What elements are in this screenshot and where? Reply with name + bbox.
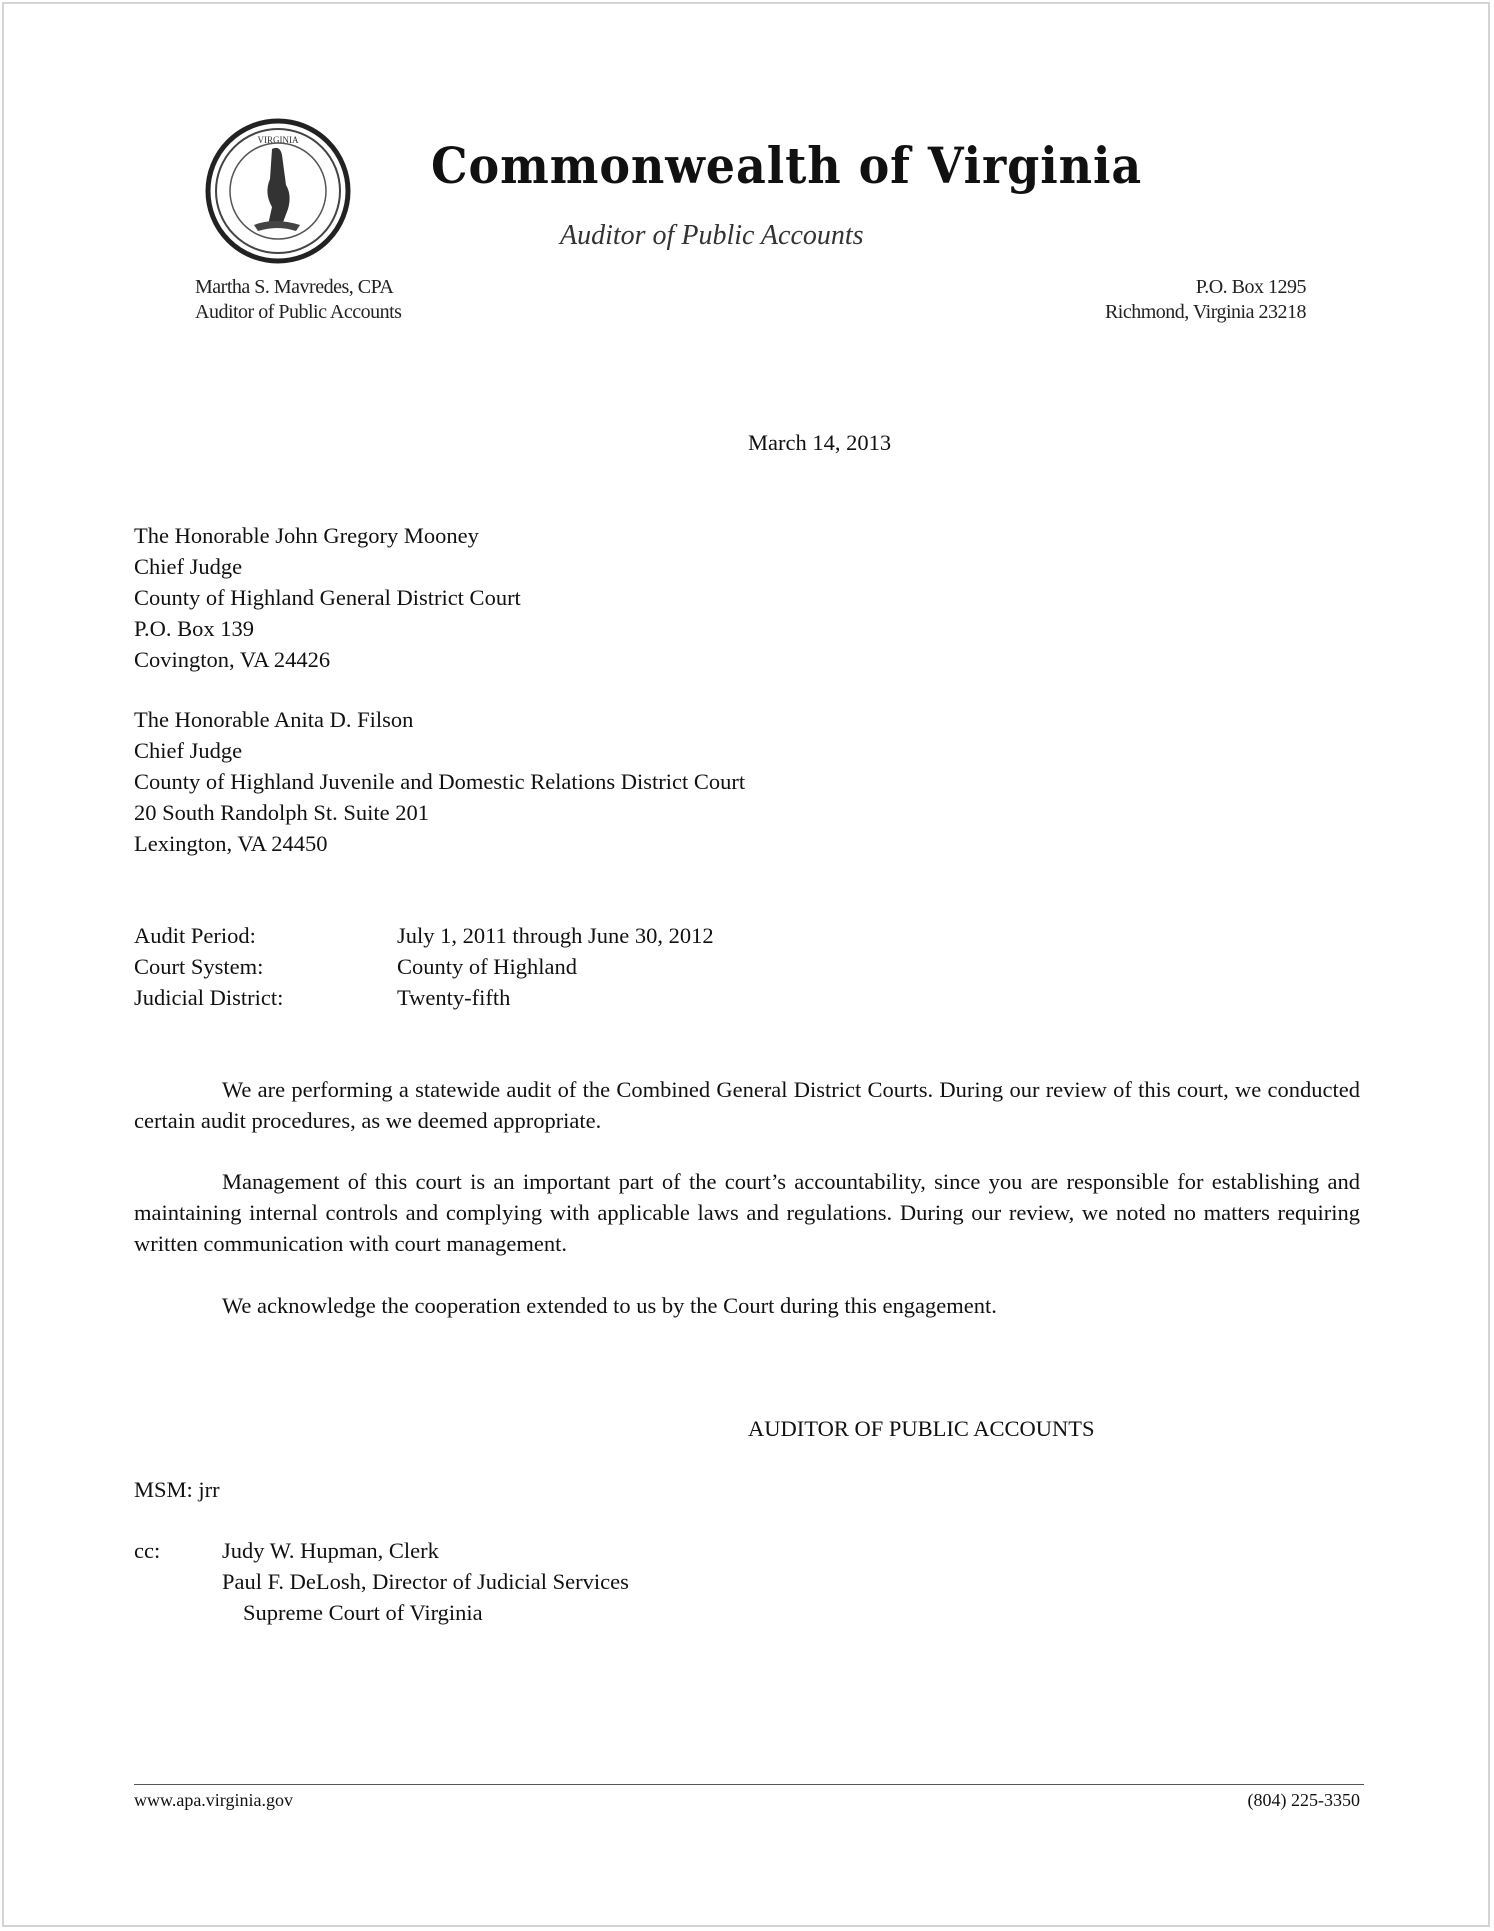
letterhead-title: Commonwealth of Virginia [431, 136, 1143, 195]
audit-period-label: Audit Period: [134, 923, 256, 948]
auditor-name: Martha S. Mavredes, CPA [195, 276, 394, 298]
cc-label: cc: [134, 1538, 161, 1563]
paragraph-text: We are performing a statewide audit of the Combined General District Courts. During our review of this court, we conducted certain audit procedures, as we deemed appropriate. [134, 1077, 1360, 1133]
court-system-value: County of Highland [397, 954, 577, 979]
court-system-label: Court System: [134, 954, 264, 979]
audit-info-values [397, 920, 714, 1013]
letter-date: March 14, 2013 [748, 430, 892, 455]
footer-website: www.apa.virginia.gov [134, 1790, 293, 1810]
virginia-seal-logo [204, 117, 352, 265]
address-line: Lexington, VA 24450 [134, 831, 328, 856]
cc-line: Supreme Court of Virginia [243, 1600, 483, 1625]
initials: MSM: jrr [134, 1477, 220, 1502]
office-address-block [1105, 275, 1306, 325]
address-line: County of Highland General District Court [134, 585, 521, 610]
address-line: County of Highland Juvenile and Domestic Relations District Court [134, 769, 746, 794]
paragraph-text: Management of this court is an important part of the court’s accountability, since you are responsible for establishing and maintaining internal controls and complying with applicable laws and regulations. During our review, we noted no matters requiring written communication with court management. [134, 1169, 1360, 1256]
paragraph-text: We acknowledge the cooperation extended to us by the Court during this engagement. [222, 1293, 997, 1318]
audit-info-labels [134, 920, 283, 1013]
judicial-district-label: Judicial District: [134, 985, 284, 1010]
address-line: Covington, VA 24426 [134, 647, 331, 672]
recipient-address-2 [134, 704, 745, 859]
auditor-name-block [195, 275, 401, 325]
footer-phone: (804) 225-3350 [1247, 1790, 1360, 1810]
address-line: Chief Judge [134, 554, 243, 579]
letterhead-subtitle: Auditor of Public Accounts [560, 220, 864, 251]
address-line: The Honorable John Gregory Mooney [134, 523, 479, 548]
judicial-district-value: Twenty-fifth [397, 985, 511, 1010]
cc-list [222, 1535, 629, 1628]
address-line: Chief Judge [134, 738, 243, 763]
city-state-zip: Richmond, Virginia 23218 [1104, 301, 1306, 323]
svg-text:VIRGINIA: VIRGINIA [257, 135, 299, 145]
signature-block: AUDITOR OF PUBLIC ACCOUNTS [748, 1416, 1095, 1441]
cc-line: Paul F. DeLosh, Director of Judicial Services [222, 1569, 629, 1594]
po-box: P.O. Box 1295 [1195, 276, 1306, 298]
paragraph-2 [134, 1166, 1360, 1259]
paragraph-3 [134, 1290, 1360, 1321]
cc-line: Judy W. Hupman, Clerk [222, 1538, 439, 1563]
recipient-address-1 [134, 520, 521, 675]
auditor-title: Auditor of Public Accounts [195, 301, 402, 323]
audit-period-value: July 1, 2011 through June 30, 2012 [397, 923, 714, 948]
address-line: 20 South Randolph St. Suite 201 [134, 800, 430, 825]
address-line: The Honorable Anita D. Filson [134, 707, 414, 732]
paragraph-1 [134, 1074, 1360, 1136]
address-line: P.O. Box 139 [134, 616, 255, 641]
footer-divider [134, 1784, 1364, 1785]
